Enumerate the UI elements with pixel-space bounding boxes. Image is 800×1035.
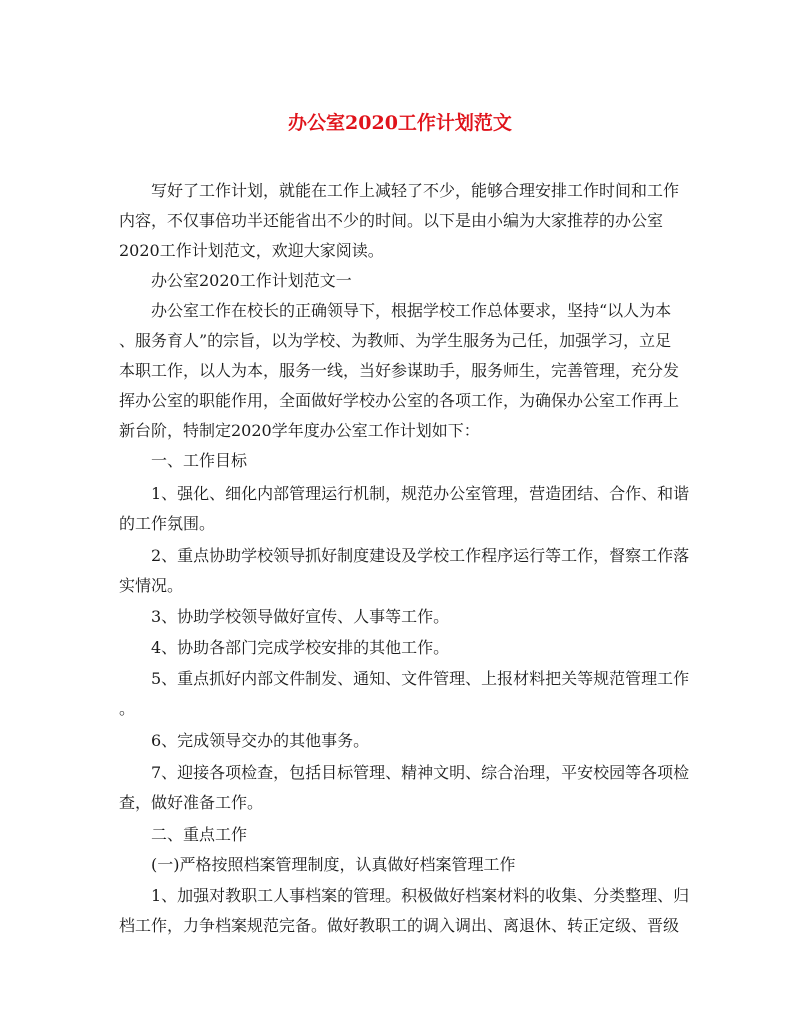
paragraph-line: 、服务育人”的宗旨，以为学校、为教师、为学生服务为己任，加强学习，立足 xyxy=(119,331,672,350)
paragraph-line: 办公室工作在校长的正确领导下，根据学校工作总体要求，坚持“以人为本 xyxy=(151,301,672,320)
list-item-line: 实情况。 xyxy=(119,576,184,595)
list-item-line: 2、重点协助学校领导抓好制度建设及学校工作程序运行等工作，督察工作落 xyxy=(151,546,690,565)
paragraph-line: 内容，不仅事倍功半还能省出不少的时间。以下是由小编为大家推荐的办公室 xyxy=(119,211,664,230)
document-title: 办公室2020工作计划范文 xyxy=(288,112,512,134)
list-item-line: 1、加强对教职工人事档案的管理。积极做好档案材料的收集、分类整理、归 xyxy=(151,886,690,905)
paragraph-line: 2020工作计划范文，欢迎大家阅读。 xyxy=(119,241,384,260)
subsection-heading: (一)严格按照档案管理制度，认真做好档案管理工作 xyxy=(151,855,516,874)
list-item-line: 4、协助各部门完成学校安排的其他工作。 xyxy=(151,638,450,657)
list-item-line: 1、强化、细化内部管理运行机制，规范办公室管理，营造团结、合作、和谐 xyxy=(151,484,690,503)
list-item-line: 的工作氛围。 xyxy=(119,514,216,533)
paragraph-line: 写好了工作计划，就能在工作上减轻了不少，能够合理安排工作时间和工作 xyxy=(151,181,680,200)
paragraph-line: 新台阶，特制定2020学年度办公室工作计划如下： xyxy=(119,421,480,440)
paragraph-line: 挥办公室的职能作用，全面做好学校办公室的各项工作，为确保办公室工作再上 xyxy=(119,391,680,410)
list-item-line: 查，做好准备工作。 xyxy=(119,793,264,812)
list-item-line: 5、重点抓好内部文件制发、通知、文件管理、上报材料把关等规范管理工作 xyxy=(151,669,690,688)
list-item-line: 3、协助学校领导做好宣传、人事等工作。 xyxy=(151,607,450,626)
list-item-line: 。 xyxy=(119,699,136,718)
list-item-line: 6、完成领导交办的其他事务。 xyxy=(151,731,370,750)
paragraph-line: 本职工作，以人为本，服务一线，当好参谋助手，服务师生，完善管理，充分发 xyxy=(119,361,680,380)
section-heading: 一、工作目标 xyxy=(151,451,248,470)
list-item-line: 档工作，力争档案规范完备。做好教职工的调入调出、离退休、转正定级、晋级 xyxy=(119,916,680,935)
section-heading: 办公室2020工作计划范文一 xyxy=(151,271,352,290)
section-heading: 二、重点工作 xyxy=(151,825,248,844)
list-item-line: 7、迎接各项检查，包括目标管理、精神文明、综合治理，平安校园等各项检 xyxy=(151,763,690,782)
